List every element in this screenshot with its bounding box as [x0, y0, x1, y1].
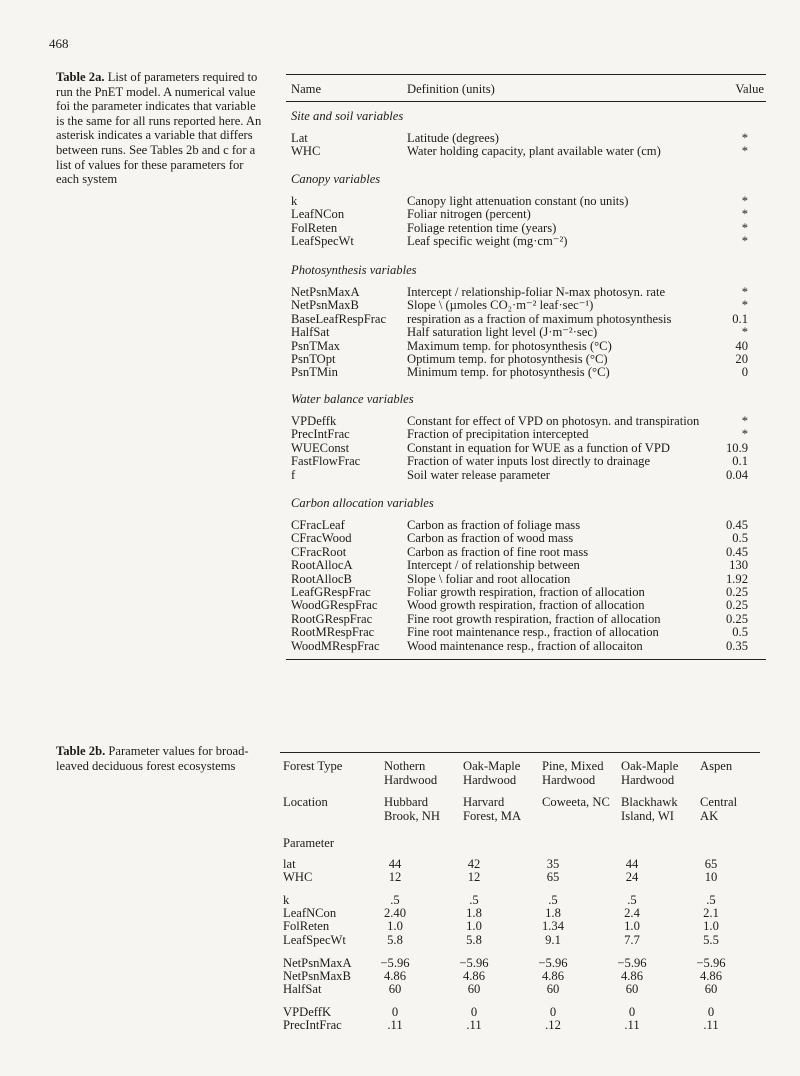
parameter-row	[291, 531, 766, 545]
parameter-value: *	[741, 144, 748, 159]
parameter-value: 1.34	[541, 919, 565, 934]
forest-type-cell: Nothern Hardwood	[384, 759, 438, 787]
parameter-value: .5	[627, 893, 637, 907]
parameter-definition: Carbon as fraction of fine root mass	[407, 544, 589, 559]
parameter-name: CFracRoot	[291, 544, 347, 559]
parameter-value: 0.1	[732, 311, 748, 326]
parameter-definition: Constant in equation for WUE as a function of VPD	[407, 440, 670, 455]
parameter-value: *	[741, 325, 748, 340]
parameter-value: 1.0	[466, 919, 482, 934]
parameter-value: 5.8	[466, 932, 482, 947]
parameter-value: 4.86	[620, 969, 644, 984]
forest-type-cell: Oak-Maple Hardwood	[463, 759, 521, 787]
forest-type-cell: Oak-Maple Hardwood	[621, 759, 679, 787]
forest-type-cell: Pine, Mixed Hardwood	[542, 759, 604, 787]
parameter-name: lat	[283, 857, 296, 871]
parameter-name: LeafSpecWt	[283, 932, 346, 947]
parameter-value: 0.5	[732, 625, 748, 640]
parameter-row	[291, 612, 766, 626]
parameter-name: HalfSat	[291, 325, 330, 340]
parameter-value: 5.5	[703, 932, 719, 947]
table-2b-caption-label: Table 2b.	[56, 744, 106, 758]
parameter-definition: Wood maintenance resp., fraction of allocaiton	[407, 638, 643, 653]
parameter-value: 60	[625, 982, 639, 997]
parameter-name: RootMRespFrac	[291, 625, 375, 640]
table-2a-bottom-rule	[286, 659, 766, 660]
parameter-row	[291, 454, 766, 468]
parameter-value: 0	[707, 1005, 715, 1019]
parameter-row	[291, 414, 766, 428]
table-2a-caption-text: List of parameters required to run the PnET model. A numerical value foi the parameter indicates that variable is the same for all runs reported here. An asterisk indicates a variable that differs between runs. See Tables 2b and c for a list of values for these parameters for each system	[56, 70, 262, 187]
location-cell: Coweeta, NC	[542, 795, 610, 809]
parameter-value: .11	[624, 1018, 640, 1033]
parameter-definition: Latitude (degrees)	[407, 131, 499, 145]
parameter-row	[291, 285, 766, 299]
parameter-value: 1.0	[624, 919, 640, 934]
parameter-value: 44	[388, 857, 402, 871]
parameter-value: 9.1	[545, 932, 561, 947]
parameter-value: 130	[729, 558, 748, 573]
parameter-row	[291, 325, 766, 339]
parameter-value: 35	[546, 857, 560, 871]
parameter-value: 10.9	[725, 440, 748, 455]
parameter-value: 0.45	[725, 518, 748, 532]
parameter-name: CFracLeaf	[291, 518, 345, 532]
parameter-value: 0.25	[725, 611, 748, 626]
parameter-row	[291, 144, 766, 158]
parameter-name: PsnTMin	[291, 365, 338, 380]
parameter-value: 1.0	[703, 919, 719, 934]
parameter-definition: Intercept / relationship-foliar N-max photosyn. rate	[407, 285, 666, 299]
table-2b-top-rule	[280, 752, 760, 753]
parameter-row	[291, 365, 766, 379]
table-2b-caption-text: Parameter values for broad-leaved deciduous forest ecosystems	[56, 744, 249, 773]
section-heading: Carbon allocation variables	[291, 496, 434, 510]
parameter-value: *	[741, 207, 748, 222]
parameter-name: LeafNCon	[291, 207, 345, 222]
table-2a-header-row	[291, 82, 766, 96]
parameter-row	[291, 352, 766, 366]
parameter-value: 65	[546, 870, 560, 885]
parameter-value: 42	[467, 857, 481, 871]
parameter-value: *	[741, 131, 748, 145]
parameter-row	[291, 572, 766, 586]
parameter-value: 0	[628, 1005, 636, 1019]
parameter-value: 0.35	[725, 638, 748, 653]
parameter-name: BaseLeafRespFrac	[291, 311, 387, 326]
parameter-value: 4.86	[383, 969, 407, 984]
parameter-name: PrecIntFrac	[283, 1018, 342, 1033]
parameter-value: 10	[704, 870, 718, 885]
parameter-row	[291, 427, 766, 441]
parameter-name: Lat	[291, 131, 308, 145]
parameter-row	[291, 339, 766, 353]
parameter-value: 1.0	[387, 919, 403, 934]
parameter-definition: Half saturation light level (J·m⁻²·sec)	[407, 325, 598, 340]
parameter-name: RootAllocB	[291, 571, 352, 586]
parameter-definition: Fine root growth respiration, fraction of allocation	[407, 611, 661, 626]
parameter-label: Parameter	[283, 836, 335, 850]
forest-type-label: Forest Type	[283, 759, 343, 773]
parameter-value: −5.96	[380, 956, 410, 970]
parameter-value: 60	[467, 982, 481, 997]
parameter-value: 1.8	[545, 906, 561, 921]
parameter-value: 4.86	[462, 969, 486, 984]
location-label: Location	[283, 795, 328, 809]
parameter-value: 2.1	[703, 906, 719, 921]
parameter-definition: Leaf specific weight (mg·cm⁻²)	[407, 234, 568, 249]
parameter-definition: Foliar growth respiration, fraction of allocation	[407, 585, 645, 599]
parameter-definition: Slope \ (µmoles CO₂·m⁻² leaf·sec⁻¹)	[407, 298, 594, 313]
parameter-row	[291, 625, 766, 639]
parameter-value: .11	[466, 1018, 482, 1033]
parameter-name: NetPsnMaxA	[291, 285, 360, 299]
parameter-name: FastFlowFrac	[291, 454, 361, 469]
parameter-value: 60	[546, 982, 560, 997]
parameter-value: 0.5	[732, 531, 748, 546]
parameter-row	[291, 598, 766, 612]
parameter-name: CFracWood	[291, 531, 352, 546]
parameter-name: PsnTOpt	[291, 352, 336, 366]
parameter-definition: Fine root maintenance resp., fraction of allocation	[407, 625, 659, 640]
table-2a-caption-label: Table 2a.	[56, 70, 105, 84]
parameter-definition: Carbon as fraction of foliage mass	[407, 518, 581, 532]
parameter-name: NetPsnMaxA	[283, 956, 352, 970]
parameter-value: 44	[625, 857, 639, 871]
section-heading: Photosynthesis variables	[291, 263, 417, 277]
table-2b-caption	[56, 744, 261, 773]
parameter-value: 7.7	[624, 932, 640, 947]
section-heading: Canopy variables	[291, 172, 381, 186]
parameter-name: VPDeffK	[283, 1005, 332, 1019]
parameter-name: PrecIntFrac	[291, 427, 350, 442]
parameter-definition: Soil water release parameter	[407, 467, 551, 482]
parameter-definition: Fraction of water inputs lost directly to drainage	[407, 454, 651, 469]
parameter-value: .5	[469, 893, 479, 907]
parameter-value: *	[741, 427, 748, 442]
table-2a-caption	[56, 70, 264, 187]
parameter-definition: Intercept / of relationship between	[407, 558, 580, 573]
parameter-row	[291, 545, 766, 559]
parameter-value: .5	[548, 893, 558, 907]
parameter-value: 0	[391, 1005, 399, 1019]
location-cell: Hubbard Brook, NH	[384, 795, 440, 823]
parameter-definition: Water holding capacity, plant available water (cm)	[407, 144, 661, 159]
col-header-name: Name	[291, 82, 322, 96]
parameter-value: 5.8	[387, 932, 403, 947]
parameter-name: WUEConst	[291, 440, 350, 455]
parameter-name: LeafNCon	[283, 906, 337, 921]
parameter-name: WoodMRespFrac	[291, 638, 380, 653]
parameter-row	[291, 207, 766, 221]
parameter-row	[291, 312, 766, 326]
parameter-value: .12	[545, 1018, 561, 1033]
parameter-value: 12	[467, 870, 481, 885]
page-number: 468	[49, 36, 69, 51]
section-heading: Water balance variables	[291, 392, 414, 406]
parameter-value: 60	[388, 982, 402, 997]
parameter-value: 1.92	[725, 571, 748, 586]
parameter-value: 0.45	[725, 544, 748, 559]
parameter-row	[291, 558, 766, 572]
parameter-value: 4.86	[699, 969, 723, 984]
parameter-name: k	[283, 893, 290, 907]
parameter-value: .11	[387, 1018, 403, 1033]
parameter-value: 0	[549, 1005, 557, 1019]
table-2a-header-rule	[286, 101, 766, 102]
parameter-value: 65	[704, 857, 718, 871]
parameter-name: RootGRespFrac	[291, 611, 373, 626]
parameter-name: VPDeffk	[291, 414, 337, 428]
parameter-value: 0.25	[725, 598, 748, 613]
parameter-name: f	[291, 467, 296, 482]
parameter-name: LeafGRespFrac	[291, 585, 371, 599]
parameter-definition: Minimum temp. for photosynthesis (°C)	[407, 365, 610, 380]
table-2a-top-rule	[286, 74, 766, 75]
parameter-value: 2.40	[383, 906, 407, 921]
location-cell: Blackhawk Island, WI	[621, 795, 678, 823]
parameter-value: .5	[706, 893, 716, 907]
parameter-name: FolReten	[291, 220, 338, 235]
parameter-name: k	[291, 194, 298, 208]
parameter-row	[291, 639, 766, 653]
parameter-value: 0.1	[732, 454, 748, 469]
parameter-definition: respiration as a fraction of maximum photosynthesis	[407, 311, 672, 326]
parameter-row	[291, 194, 766, 208]
parameter-name: WHC	[283, 870, 313, 885]
parameter-definition: Optimum temp. for photosynthesis (°C)	[407, 352, 608, 366]
parameter-value: 0	[470, 1005, 478, 1019]
parameter-value: 2.4	[624, 906, 640, 921]
parameter-definition: Constant for effect of VPD on photosyn. and transpiration	[407, 414, 700, 428]
parameter-value: *	[741, 220, 748, 235]
parameter-row	[291, 298, 766, 312]
parameter-definition: Foliar nitrogen (percent)	[407, 207, 531, 222]
parameter-name: WoodGRespFrac	[291, 598, 378, 613]
parameter-name: HalfSat	[283, 982, 322, 997]
section-heading: Site and soil variables	[291, 109, 404, 123]
location-cell: Central AK	[700, 795, 738, 823]
parameter-value: *	[741, 194, 748, 208]
parameter-name: FolReten	[283, 919, 330, 934]
parameter-value: *	[741, 298, 748, 313]
col-header-value: Value	[735, 82, 764, 96]
parameter-value: −5.96	[696, 956, 726, 970]
parameter-row	[291, 131, 766, 145]
parameter-value: 0.25	[725, 585, 748, 599]
parameter-value: 24	[625, 870, 639, 885]
parameter-definition: Carbon as fraction of wood mass	[407, 531, 574, 546]
parameter-row	[291, 221, 766, 235]
parameter-row	[291, 518, 766, 532]
parameter-name: RootAllocA	[291, 558, 353, 573]
parameter-value: *	[741, 414, 748, 428]
parameter-name: NetPsnMaxB	[291, 298, 359, 313]
parameter-value: *	[741, 285, 748, 299]
parameter-name: NetPsnMaxB	[283, 969, 351, 984]
forest-type-cell: Aspen	[700, 759, 733, 773]
parameter-value: 0.04	[725, 467, 748, 482]
parameter-value: −5.96	[617, 956, 647, 970]
parameter-name: WHC	[291, 144, 321, 159]
parameter-value: .11	[703, 1018, 719, 1033]
parameter-definition: Foliage retention time (years)	[407, 220, 557, 235]
parameter-definition: Slope \ foliar and root allocation	[407, 571, 571, 586]
parameter-value: 1.8	[466, 906, 482, 921]
parameter-value: 20	[735, 352, 748, 366]
parameter-value: 40	[735, 338, 748, 353]
parameter-row	[291, 585, 766, 599]
parameter-value: 0	[741, 365, 748, 380]
parameter-value: 12	[388, 870, 402, 885]
parameter-value: .5	[390, 893, 400, 907]
parameter-name: PsnTMax	[291, 338, 340, 353]
parameter-row	[291, 468, 766, 482]
location-cell: Harvard Forest, MA	[463, 795, 522, 823]
parameter-value: −5.96	[459, 956, 489, 970]
parameter-definition: Canopy light attenuation constant (no units)	[407, 194, 629, 208]
parameter-definition: Maximum temp. for photosynthesis (°C)	[407, 338, 612, 353]
parameter-definition: Fraction of precipitation intercepted	[407, 427, 589, 442]
parameter-definition: Wood growth respiration, fraction of allocation	[407, 598, 645, 613]
parameter-row	[291, 441, 766, 455]
parameter-row	[291, 234, 766, 248]
parameter-value: −5.96	[538, 956, 568, 970]
parameter-name: LeafSpecWt	[291, 234, 354, 249]
parameter-value: *	[741, 234, 748, 249]
parameter-value: 4.86	[541, 969, 565, 984]
parameter-value: 60	[704, 982, 718, 997]
col-header-definition: Definition (units)	[407, 82, 495, 96]
